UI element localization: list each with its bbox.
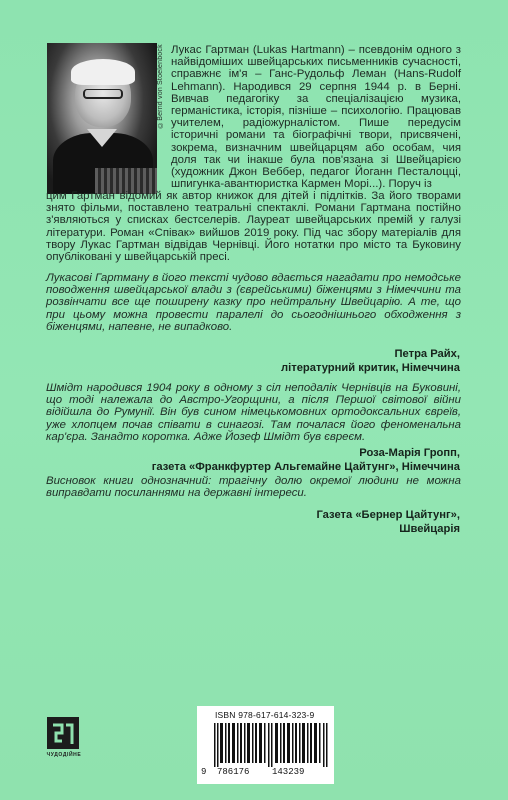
review-source-1: літературний критик, Німеччина [281,362,460,374]
review-author-1: Петра Райх, [394,348,460,360]
review-quote-3: Висновок книги однозначний: трагічну долю окремої людини не можна виправдати посиланнями на державні інтереси. [46,475,461,500]
barcode-digits-left: 786176 [217,767,250,777]
review-source-3: Швейцарія [399,523,460,535]
review-attribution-1 [281,347,460,375]
review-quote-2: Шмідт народився 1904 року в одному з сіл неподалік Чернівців на Буковині, що тоді належала до Австро-Угорщини, а після Першої світової війни відійшла до Румунії. Він був сином німецькомовних ортодоксальних євреїв, уже хлопцем почав співати в синагозі. Там почалася його феноменальна кар'єра. Занадто коротка. Адже Йозеф Шмідт був євреєм. [46,382,461,443]
review-author-3: Газета «Бернер Цайтунг», [316,509,460,521]
isbn-number: ISBN 978-617-614-323-9 [215,710,315,720]
publisher-name: ЧУДОДІЙНЕ [46,752,82,758]
author-photo [47,43,157,194]
review-source-2: газета «Франкфуртер Альгемайне Цайтунг», Німеччина [151,461,460,473]
photo-glasses [83,89,123,99]
author-bio-top: Лукас Гартман (Lukas Hartmann) – псевдонім одного з найвідоміших швейцарських письменників сучасності, справжнє ім'я – Ганс-Рудольф Леман (Hans-Rudolf Lehmann). Народився 29 серпня 1944 р. в Берні. Вивчав педагогіку за спеціалізацією музика, германістика, історія, пізніше – психологію. Працював учителем, радіожурналістом. Пише передусім історичні романи та біографічні твори, присвячені, зокрема, визначним швейцарцям або особам, чия доля так чи інакше була пов'язана зі Швейцарією (художник Джон Веббер, педагог Йоганн Песталоцці, шпигунка-авантюристка Кармен Морі...). Поруч із [171,44,461,191]
barcode-bars [214,723,328,767]
publisher-logo-icon [47,717,79,749]
photo-credit: ©Bernd von Stoelenbock [157,44,164,128]
barcode-digit-first: 9 [201,767,207,777]
author-bio-rest: цим Гартман відомий як автор книжок для дітей і підлітків. За його творами знято фільми, поставлено театральні спектаклі. Романи Гартмана постійно з'являються у списках бестселерів. Лауреат швейцарських премій у галузі літератури. Роман «Співак» вийшов 2019 року. Під час збору матеріалів для твору Лукас Гартман відвідав Чернівці. Його нотатки про місто та Буковину опубліковані у швейцарській пресі. [46,190,461,264]
publisher-logo [47,717,79,749]
review-attribution-3 [316,508,460,536]
photo-hair [71,59,135,85]
barcode-digits-right: 143239 [272,767,305,777]
review-author-2: Роза-Марія Гропп, [359,447,460,459]
review-quote-1: Лукасові Гартману в його тексті чудово вдається нагадати про немодське поводження швейцарської влади з (єврейськими) біженцями з Німеччини та розвінчати все ще поширену казку про нейтральну Швейцарію. А те, що при цьому можна провести паралелі до сьогоднішнього обходження з біженцями, напевне, не випадково. [46,272,461,333]
review-attribution-2 [152,446,460,474]
